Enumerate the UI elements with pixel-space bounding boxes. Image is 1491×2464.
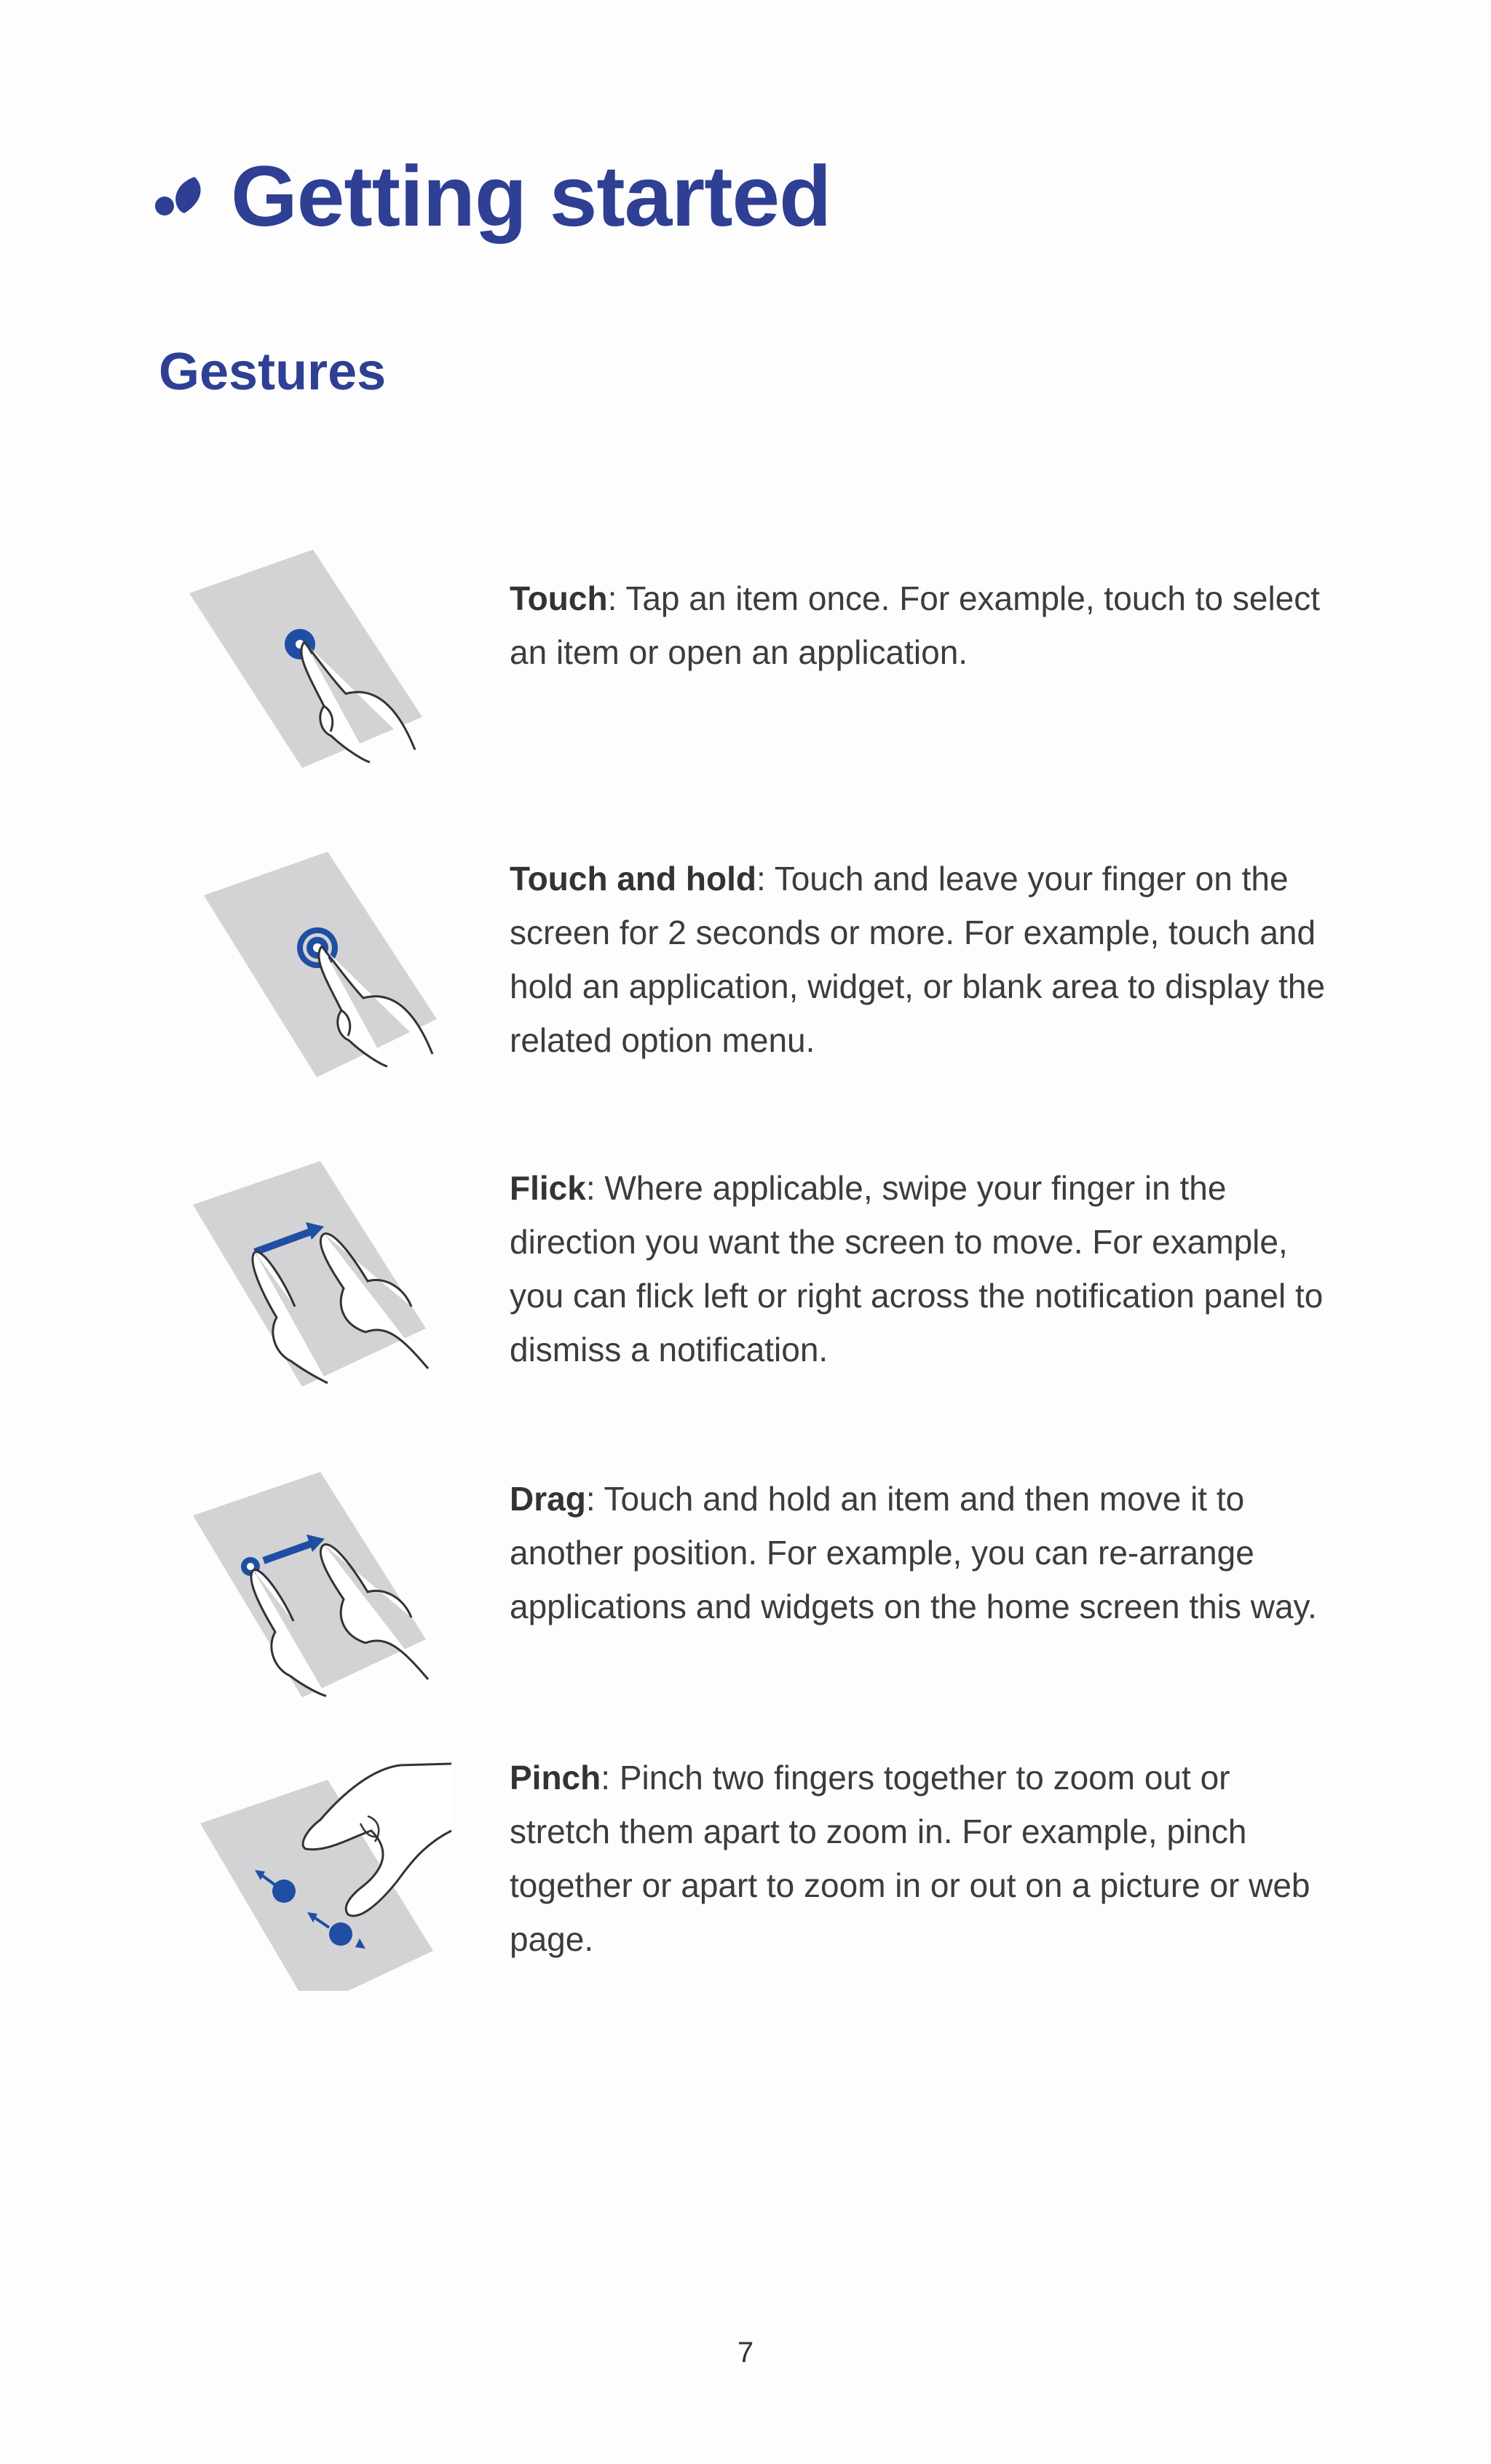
pinch-gesture-icon — [175, 1751, 466, 1991]
gesture-text: Touch and leave your finger on the screen for 2 seconds or more. For example, touch and hold an application, widget, or blank area to display the related option menu. — [510, 860, 1326, 1059]
gesture-term: Touch — [510, 579, 608, 617]
drag-gesture-icon — [175, 1472, 466, 1712]
gesture-term: Pinch — [510, 1759, 601, 1796]
gesture-description: Touch: Tap an item once. For example, touch to select an item or open an application. — [510, 579, 1321, 671]
gesture-term: Drag — [510, 1480, 586, 1518]
gesture-term: Flick — [510, 1169, 586, 1207]
gesture-text: Touch and hold an item and then move it to another position. For example, you can re-arrange applications and widgets on the home screen this way. — [510, 1480, 1317, 1625]
gesture-text: Where applicable, swipe your finger in the direction you want the screen to move. For example, you can flick left or right across the notification panel to dismiss a notification. — [510, 1169, 1324, 1368]
gesture-description: Drag: Touch and hold an item and then move it to another position. For example, you can re-arrange applications and widgets on the home screen this way. — [510, 1480, 1317, 1625]
section-title: Gestures — [159, 343, 387, 401]
huawei-petal-icon — [149, 164, 215, 229]
touch-and-hold-gesture-icon — [175, 852, 466, 1092]
gesture-term: Touch and hold — [510, 860, 756, 898]
page-header — [149, 146, 831, 247]
page-number: 7 — [737, 2337, 754, 2369]
gesture-description: Touch and hold: Touch and leave your finger on the screen for 2 seconds or more. For example, touch and hold an application, widget, or blank area to display the related option menu. — [510, 860, 1326, 1059]
gesture-description: Flick: Where applicable, swipe your finger in the direction you want the screen to move. For example, you can flick left or right across the notification panel to dismiss a notification. — [510, 1169, 1324, 1368]
flick-gesture-icon — [175, 1161, 466, 1401]
gesture-text: Pinch two fingers together to zoom out or stretch them apart to zoom in. For example, pinch together or apart to zoom in or out on a picture or web page. — [510, 1759, 1310, 1958]
touch-gesture-icon — [175, 550, 466, 790]
gesture-description: Pinch: Pinch two fingers together to zoom out or stretch them apart to zoom in. For example, pinch together or apart to zoom in or out on a picture or web page. — [510, 1759, 1310, 1958]
chapter-title: Getting started — [231, 148, 831, 245]
gesture-text: Tap an item once. For example, touch to select an item or open an application. — [510, 579, 1321, 671]
